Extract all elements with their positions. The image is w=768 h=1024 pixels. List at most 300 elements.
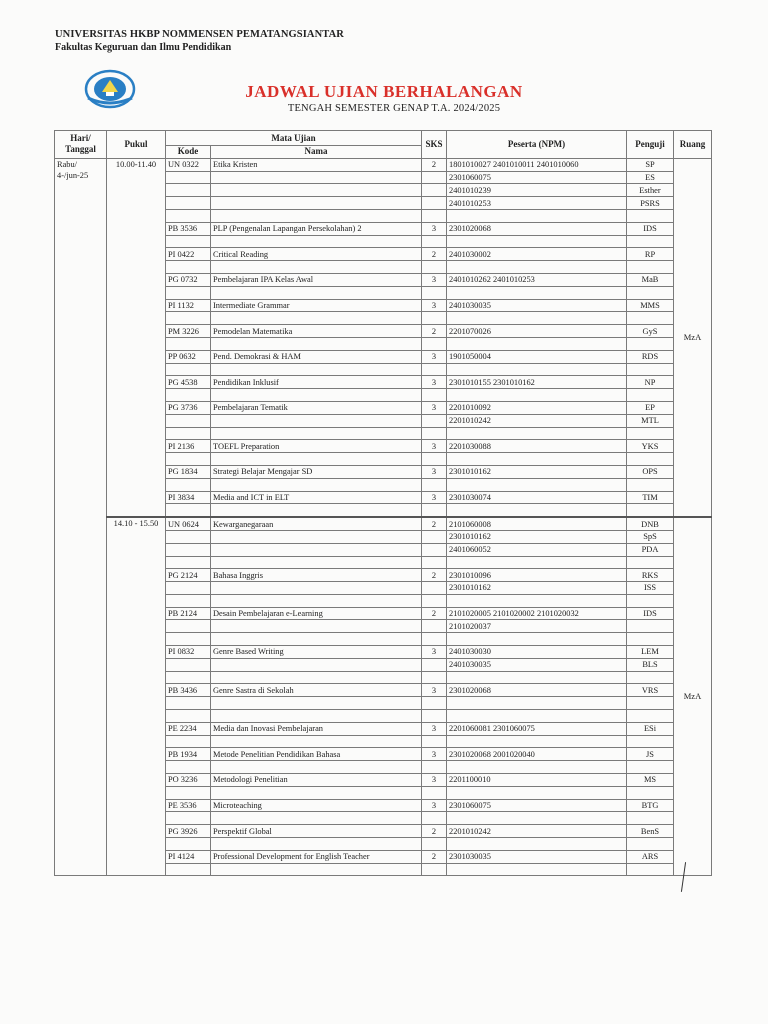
- penguji-cell: VRS: [627, 684, 674, 697]
- nama-cell: Pembelajaran Tematik: [211, 401, 422, 414]
- kode-cell: PP 0632: [166, 350, 211, 363]
- penguji-cell: [627, 556, 674, 569]
- penguji-cell: ISS: [627, 582, 674, 595]
- penguji-cell: NP: [627, 376, 674, 389]
- sks-cell: 3: [422, 273, 447, 286]
- peserta-cell: [447, 453, 627, 466]
- penguji-cell: RKS: [627, 569, 674, 582]
- penguji-cell: MaB: [627, 273, 674, 286]
- faculty-name: Fakultas Keguruan dan Ilmu Pendidikan: [55, 42, 232, 53]
- sks-cell: [422, 286, 447, 299]
- nama-cell: Etika Kristen: [211, 158, 422, 171]
- sks-cell: [422, 184, 447, 197]
- sks-cell: [422, 312, 447, 325]
- penguji-cell: [627, 633, 674, 646]
- peserta-cell: [447, 261, 627, 274]
- peserta-cell: 2301010162: [447, 530, 627, 543]
- peserta-cell: [447, 863, 627, 876]
- header-kode: Kode: [166, 146, 211, 159]
- kode-cell: PG 3736: [166, 401, 211, 414]
- sks-cell: [422, 658, 447, 671]
- peserta-cell: 2101060008: [447, 517, 627, 530]
- peserta-cell: 2201060081 2301060075: [447, 722, 627, 735]
- peserta-cell: 2201070026: [447, 325, 627, 338]
- sks-cell: [422, 171, 447, 184]
- header-mata-ujian: Mata Ujian: [166, 131, 422, 146]
- kode-cell: [166, 197, 211, 210]
- kode-cell: [166, 414, 211, 427]
- peserta-cell: [447, 735, 627, 748]
- penguji-cell: RDS: [627, 350, 674, 363]
- sks-cell: 3: [422, 491, 447, 504]
- sks-cell: [422, 414, 447, 427]
- peserta-cell: [447, 209, 627, 222]
- peserta-cell: 2401030035: [447, 299, 627, 312]
- peserta-cell: [447, 786, 627, 799]
- kode-cell: [166, 427, 211, 440]
- penguji-cell: [627, 671, 674, 684]
- sks-cell: [422, 594, 447, 607]
- nama-cell: [211, 389, 422, 402]
- penguji-cell: GyS: [627, 325, 674, 338]
- penguji-cell: IDS: [627, 222, 674, 235]
- penguji-cell: Esther: [627, 184, 674, 197]
- nama-cell: [211, 312, 422, 325]
- penguji-cell: PDA: [627, 543, 674, 556]
- penguji-cell: [627, 620, 674, 633]
- penguji-cell: [627, 337, 674, 350]
- sks-cell: 3: [422, 748, 447, 761]
- sks-cell: 2: [422, 607, 447, 620]
- nama-cell: [211, 863, 422, 876]
- table-row: [55, 517, 712, 530]
- penguji-cell: [627, 261, 674, 274]
- kode-cell: PB 3436: [166, 684, 211, 697]
- penguji-cell: [627, 286, 674, 299]
- kode-cell: PI 0422: [166, 248, 211, 261]
- kode-cell: PG 4538: [166, 376, 211, 389]
- sks-cell: [422, 197, 447, 210]
- kode-cell: [166, 363, 211, 376]
- nama-cell: [211, 543, 422, 556]
- sks-cell: [422, 427, 447, 440]
- nama-cell: [211, 209, 422, 222]
- nama-cell: Professional Development for English Teacher: [211, 850, 422, 863]
- peserta-cell: 2301060075: [447, 171, 627, 184]
- kode-cell: [166, 337, 211, 350]
- kode-cell: [166, 504, 211, 517]
- penguji-cell: [627, 363, 674, 376]
- penguji-cell: [627, 863, 674, 876]
- nama-cell: Metodologi Penelitian: [211, 774, 422, 787]
- kode-cell: [166, 697, 211, 710]
- sks-cell: 2: [422, 569, 447, 582]
- sks-cell: [422, 786, 447, 799]
- sks-cell: 2: [422, 325, 447, 338]
- kode-cell: [166, 171, 211, 184]
- kode-cell: [166, 389, 211, 402]
- peserta-cell: 2401010262 2401010253: [447, 273, 627, 286]
- kode-cell: [166, 582, 211, 595]
- nama-cell: [211, 530, 422, 543]
- sks-cell: [422, 863, 447, 876]
- penguji-cell: [627, 735, 674, 748]
- peserta-cell: [447, 671, 627, 684]
- header-sks: SKS: [422, 131, 447, 159]
- nama-cell: Media dan Inovasi Pembelajaran: [211, 722, 422, 735]
- penguji-cell: BLS: [627, 658, 674, 671]
- nama-cell: Genre Sastra di Sekolah: [211, 684, 422, 697]
- peserta-cell: [447, 697, 627, 710]
- nama-cell: [211, 363, 422, 376]
- header-penguji: Penguji: [627, 131, 674, 159]
- peserta-cell: [447, 312, 627, 325]
- penguji-cell: [627, 389, 674, 402]
- penguji-cell: [627, 453, 674, 466]
- sks-cell: [422, 504, 447, 517]
- peserta-cell: [447, 363, 627, 376]
- kode-cell: PI 2136: [166, 440, 211, 453]
- university-name: UNIVERSITAS HKBP NOMMENSEN PEMATANGSIANTAR: [55, 29, 344, 40]
- penguji-cell: [627, 427, 674, 440]
- sks-cell: [422, 671, 447, 684]
- kode-cell: PM 3226: [166, 325, 211, 338]
- sks-cell: [422, 582, 447, 595]
- peserta-cell: [447, 337, 627, 350]
- header-nama: Nama: [211, 146, 422, 159]
- peserta-cell: 2301020068: [447, 222, 627, 235]
- nama-cell: Pendidikan Inklusif: [211, 376, 422, 389]
- peserta-cell: [447, 286, 627, 299]
- nama-cell: [211, 197, 422, 210]
- sks-cell: [422, 337, 447, 350]
- sks-cell: [422, 209, 447, 222]
- nama-cell: [211, 261, 422, 274]
- room-cell: MzA: [674, 517, 712, 876]
- sks-cell: 3: [422, 465, 447, 478]
- peserta-cell: 2401030002: [447, 248, 627, 261]
- peserta-cell: 2401030035: [447, 658, 627, 671]
- nama-cell: Metode Penelitian Pendidikan Bahasa: [211, 748, 422, 761]
- nama-cell: Microteaching: [211, 799, 422, 812]
- nama-cell: [211, 838, 422, 851]
- kode-cell: [166, 312, 211, 325]
- sks-cell: 3: [422, 774, 447, 787]
- sks-cell: [422, 478, 447, 491]
- penguji-cell: IDS: [627, 607, 674, 620]
- kode-cell: PI 0832: [166, 646, 211, 659]
- penguji-cell: PSRS: [627, 197, 674, 210]
- kode-cell: [166, 761, 211, 774]
- nama-cell: [211, 453, 422, 466]
- peserta-cell: 2101020005 2101020002 2101020032: [447, 607, 627, 620]
- kode-cell: [166, 633, 211, 646]
- kode-cell: [166, 812, 211, 825]
- penguji-cell: YKS: [627, 440, 674, 453]
- penguji-cell: [627, 235, 674, 248]
- peserta-cell: [447, 710, 627, 723]
- kode-cell: [166, 530, 211, 543]
- kode-cell: [166, 209, 211, 222]
- sks-cell: [422, 710, 447, 723]
- penguji-cell: BenS: [627, 825, 674, 838]
- sks-cell: 3: [422, 350, 447, 363]
- kode-cell: PE 2234: [166, 722, 211, 735]
- sks-cell: [422, 761, 447, 774]
- nama-cell: [211, 478, 422, 491]
- kode-cell: [166, 235, 211, 248]
- penguji-cell: MMS: [627, 299, 674, 312]
- penguji-cell: DNB: [627, 517, 674, 530]
- table-row: [55, 158, 712, 171]
- nama-cell: [211, 414, 422, 427]
- peserta-cell: 2201100010: [447, 774, 627, 787]
- nama-cell: [211, 286, 422, 299]
- sks-cell: [422, 812, 447, 825]
- kode-cell: PG 0732: [166, 273, 211, 286]
- penguji-cell: [627, 478, 674, 491]
- sks-cell: [422, 735, 447, 748]
- peserta-cell: [447, 633, 627, 646]
- kode-cell: [166, 710, 211, 723]
- nama-cell: [211, 235, 422, 248]
- document-subtitle: TENGAH SEMESTER GENAP T.A. 2024/2025: [287, 103, 501, 114]
- sks-cell: [422, 363, 447, 376]
- kode-cell: [166, 184, 211, 197]
- sks-cell: [422, 235, 447, 248]
- penguji-cell: SP: [627, 158, 674, 171]
- nama-cell: Kewarganegaraan: [211, 517, 422, 530]
- sks-cell: [422, 633, 447, 646]
- peserta-cell: 2201010242: [447, 414, 627, 427]
- kode-cell: [166, 594, 211, 607]
- penguji-cell: EP: [627, 401, 674, 414]
- kode-cell: PB 1934: [166, 748, 211, 761]
- nama-cell: [211, 184, 422, 197]
- penguji-cell: ESi: [627, 722, 674, 735]
- kode-cell: PI 4124: [166, 850, 211, 863]
- nama-cell: Media and ICT in ELT: [211, 491, 422, 504]
- peserta-cell: 2301010096: [447, 569, 627, 582]
- kode-cell: [166, 556, 211, 569]
- peserta-cell: [447, 761, 627, 774]
- penguji-cell: OPS: [627, 465, 674, 478]
- peserta-cell: [447, 504, 627, 517]
- sks-cell: [422, 556, 447, 569]
- nama-cell: [211, 504, 422, 517]
- peserta-cell: 2201010092: [447, 401, 627, 414]
- nama-cell: Genre Based Writing: [211, 646, 422, 659]
- sks-cell: 2: [422, 517, 447, 530]
- peserta-cell: 2301020068 2001020040: [447, 748, 627, 761]
- peserta-cell: 2301060075: [447, 799, 627, 812]
- penguji-cell: LEM: [627, 646, 674, 659]
- header-peserta: Peserta (NPM): [447, 131, 627, 159]
- peserta-cell: 1901050004: [447, 350, 627, 363]
- peserta-cell: 2401030030: [447, 646, 627, 659]
- peserta-cell: [447, 838, 627, 851]
- penguji-cell: [627, 838, 674, 851]
- peserta-cell: 2301030074: [447, 491, 627, 504]
- nama-cell: [211, 697, 422, 710]
- kode-cell: PE 3536: [166, 799, 211, 812]
- penguji-cell: MS: [627, 774, 674, 787]
- peserta-cell: [447, 478, 627, 491]
- kode-cell: [166, 543, 211, 556]
- room-cell: MzA: [674, 158, 712, 517]
- header-pukul: Pukul: [107, 131, 166, 159]
- nama-cell: Pemodelan Matematika: [211, 325, 422, 338]
- kode-cell: PG 2124: [166, 569, 211, 582]
- penguji-cell: [627, 697, 674, 710]
- kode-cell: UN 0322: [166, 158, 211, 171]
- penguji-cell: [627, 209, 674, 222]
- day-date-cell: Rabu/ 4-/jun-25: [55, 158, 107, 876]
- exam-schedule-table: [54, 130, 712, 876]
- sks-cell: 3: [422, 646, 447, 659]
- sks-cell: [422, 389, 447, 402]
- sks-cell: [422, 530, 447, 543]
- nama-cell: [211, 786, 422, 799]
- peserta-cell: 2301010162: [447, 582, 627, 595]
- kode-cell: [166, 620, 211, 633]
- penguji-cell: [627, 312, 674, 325]
- kode-cell: [166, 863, 211, 876]
- sks-cell: 3: [422, 222, 447, 235]
- sks-cell: 3: [422, 799, 447, 812]
- nama-cell: [211, 171, 422, 184]
- nama-cell: PLP (Pengenalan Lapangan Persekolahan) 2: [211, 222, 422, 235]
- nama-cell: [211, 620, 422, 633]
- nama-cell: Intermediate Grammar: [211, 299, 422, 312]
- peserta-cell: [447, 556, 627, 569]
- kode-cell: [166, 453, 211, 466]
- kode-cell: PB 3536: [166, 222, 211, 235]
- nama-cell: [211, 812, 422, 825]
- sks-cell: [422, 697, 447, 710]
- kode-cell: PB 2124: [166, 607, 211, 620]
- time-cell: 10.00-11.40: [107, 158, 166, 517]
- kode-cell: [166, 261, 211, 274]
- peserta-cell: 2401060052: [447, 543, 627, 556]
- sks-cell: 3: [422, 722, 447, 735]
- nama-cell: [211, 671, 422, 684]
- sks-cell: 2: [422, 825, 447, 838]
- nama-cell: Bahasa Inggris: [211, 569, 422, 582]
- sks-cell: [422, 453, 447, 466]
- sks-cell: 3: [422, 440, 447, 453]
- sks-cell: 3: [422, 401, 447, 414]
- penguji-cell: JS: [627, 748, 674, 761]
- peserta-cell: [447, 389, 627, 402]
- kode-cell: [166, 286, 211, 299]
- kode-cell: PI 1132: [166, 299, 211, 312]
- peserta-cell: 2301020068: [447, 684, 627, 697]
- sks-cell: [422, 620, 447, 633]
- peserta-cell: [447, 235, 627, 248]
- peserta-cell: 1801010027 2401010011 2401010060: [447, 158, 627, 171]
- peserta-cell: 2301030035: [447, 850, 627, 863]
- penguji-cell: MTL: [627, 414, 674, 427]
- penguji-cell: [627, 761, 674, 774]
- nama-cell: [211, 556, 422, 569]
- kode-cell: UN 0624: [166, 517, 211, 530]
- nama-cell: Critical Reading: [211, 248, 422, 261]
- peserta-cell: [447, 594, 627, 607]
- schedule-body: [55, 158, 712, 876]
- kode-cell: [166, 658, 211, 671]
- nama-cell: [211, 710, 422, 723]
- penguji-cell: [627, 710, 674, 723]
- nama-cell: Perspektif Global: [211, 825, 422, 838]
- kode-cell: [166, 838, 211, 851]
- nama-cell: TOEFL Preparation: [211, 440, 422, 453]
- penguji-cell: [627, 594, 674, 607]
- nama-cell: Pembelajaran IPA Kelas Awal: [211, 273, 422, 286]
- sks-cell: 2: [422, 850, 447, 863]
- document-title: JADWAL UJIAN BERHALANGAN: [245, 82, 523, 101]
- penguji-cell: SpS: [627, 530, 674, 543]
- nama-cell: [211, 658, 422, 671]
- nama-cell: Strategi Belajar Mengajar SD: [211, 465, 422, 478]
- nama-cell: [211, 337, 422, 350]
- kode-cell: [166, 478, 211, 491]
- peserta-cell: 2201030088: [447, 440, 627, 453]
- penguji-cell: [627, 786, 674, 799]
- kode-cell: [166, 735, 211, 748]
- nama-cell: Pend. Demokrasi & HAM: [211, 350, 422, 363]
- sks-cell: [422, 543, 447, 556]
- peserta-cell: 2301010155 2301010162: [447, 376, 627, 389]
- penguji-cell: [627, 504, 674, 517]
- header-ruang: Ruang: [674, 131, 712, 159]
- kode-cell: PG 3926: [166, 825, 211, 838]
- sks-cell: 2: [422, 248, 447, 261]
- sks-cell: 2: [422, 158, 447, 171]
- peserta-cell: [447, 427, 627, 440]
- time-cell: 14.10 - 15.50: [107, 517, 166, 876]
- sks-cell: 3: [422, 684, 447, 697]
- nama-cell: [211, 594, 422, 607]
- sks-cell: 3: [422, 376, 447, 389]
- penguji-cell: ARS: [627, 850, 674, 863]
- nama-cell: [211, 735, 422, 748]
- kode-cell: PI 3834: [166, 491, 211, 504]
- penguji-cell: RP: [627, 248, 674, 261]
- peserta-cell: 2401010239: [447, 184, 627, 197]
- kode-cell: PO 3236: [166, 774, 211, 787]
- kode-cell: [166, 671, 211, 684]
- sks-cell: [422, 838, 447, 851]
- nama-cell: [211, 761, 422, 774]
- peserta-cell: [447, 812, 627, 825]
- kode-cell: [166, 786, 211, 799]
- peserta-cell: 2401010253: [447, 197, 627, 210]
- penguji-cell: [627, 812, 674, 825]
- nama-cell: Desain Pembelajaran e-Learning: [211, 607, 422, 620]
- penguji-cell: BTG: [627, 799, 674, 812]
- sks-cell: [422, 261, 447, 274]
- nama-cell: [211, 427, 422, 440]
- peserta-cell: 2101020037: [447, 620, 627, 633]
- penguji-cell: TIM: [627, 491, 674, 504]
- penguji-cell: ES: [627, 171, 674, 184]
- sks-cell: 3: [422, 299, 447, 312]
- nama-cell: [211, 582, 422, 595]
- nama-cell: [211, 633, 422, 646]
- header-hari-tanggal: Hari/ Tanggal: [55, 131, 107, 159]
- peserta-cell: 2301010162: [447, 465, 627, 478]
